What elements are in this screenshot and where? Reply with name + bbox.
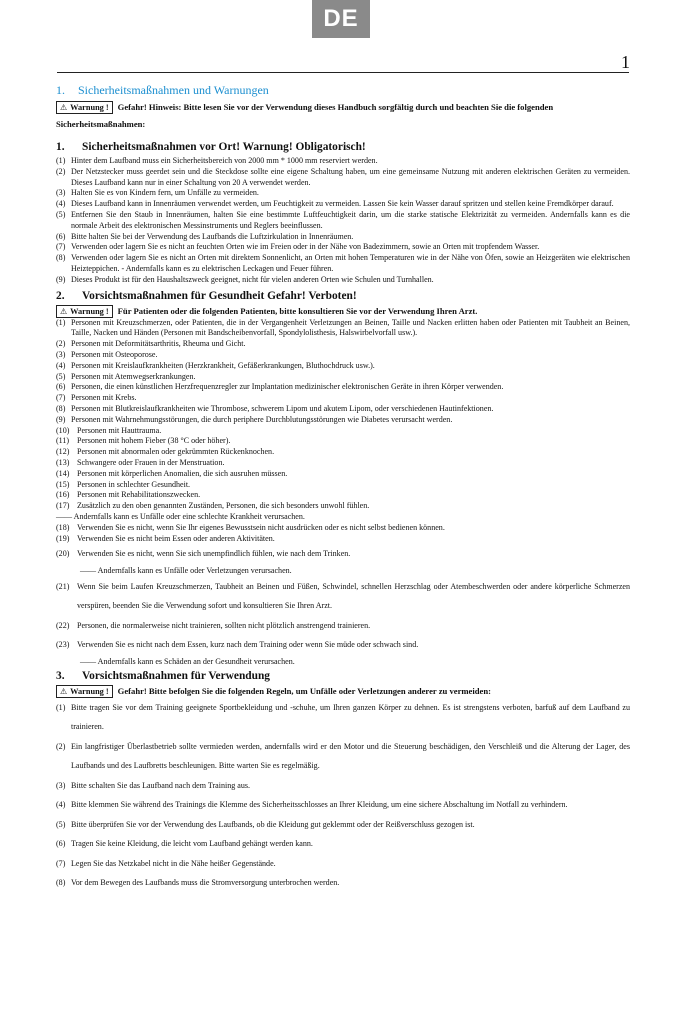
- list-item: [56, 350, 630, 361]
- item-text: Hinter dem Laufband muss ein Sicherheitsbereich von 2000 mm * 1000 mm reserviert werden.: [71, 156, 378, 165]
- item-number: (8): [56, 403, 66, 413]
- section-2-list: [56, 318, 630, 545]
- item-number: (3): [56, 349, 66, 359]
- warning-label: [56, 685, 113, 698]
- item-number: (10): [56, 425, 70, 435]
- item-text: Personen mit hohem Fieber (38 °C oder höher).: [77, 436, 231, 446]
- item-number: (9): [56, 274, 66, 284]
- section-3-warning: [56, 685, 630, 698]
- list-item: [56, 854, 630, 874]
- list-item: [56, 339, 630, 350]
- warning-label-text: Warnung !: [70, 103, 109, 112]
- list-item: [56, 167, 630, 189]
- section-title: Sicherheitsmaßnahmen vor Ort! Warnung! Obligatorisch!: [82, 141, 366, 153]
- item-text: Personen mit Krebs.: [71, 393, 137, 403]
- item-number: (23): [56, 640, 70, 650]
- list-item: [56, 616, 630, 636]
- list-item: [56, 737, 630, 776]
- item-text: Personen mit abnormalen oder gekrümmten Rückenknochen.: [77, 447, 275, 457]
- list-item: [56, 372, 630, 383]
- warning-label-text: Warnung !: [70, 686, 109, 696]
- item-number: (5): [56, 209, 66, 219]
- list-item: [56, 698, 630, 737]
- item-number: (5): [56, 371, 66, 381]
- section-3-heading: [56, 670, 630, 682]
- item-text: Bitte überprüfen Sie vor der Verwendung des Laufbands, ob die Kleidung gut geklemmt oder der Reißverschluss gezogen ist.: [71, 819, 475, 829]
- item-number: (4): [56, 800, 66, 810]
- item-text: Personen mit Osteoporose.: [71, 349, 158, 359]
- item-text: Schwangere oder Frauen in der Menstruation.: [77, 457, 225, 467]
- item-text: Halten Sie es von Kindern fern, um Unfälle zu vermeiden.: [71, 188, 259, 198]
- list-item: [56, 415, 630, 426]
- item-number: (1): [56, 702, 66, 712]
- item-number: (6): [56, 839, 66, 849]
- warning-text: Für Patienten oder die folgenden Patienten, bitte konsultieren Sie vor der Verwendung Ihren Arzt.: [117, 305, 478, 316]
- item-number: (15): [56, 479, 70, 489]
- item-number: (3): [56, 188, 66, 198]
- item-text: Bitte halten Sie bei der Verwendung des Laufbands die Luftzirkulation in Innenräumen.: [71, 231, 354, 241]
- list-item: [56, 253, 630, 275]
- item-number: (3): [56, 780, 66, 790]
- list-item: [56, 512, 630, 523]
- item-text: —— Andernfalls kann es Unfälle oder eine schlechte Krankheit verursachen.: [56, 511, 305, 521]
- warning-label: [56, 305, 113, 318]
- item-text: —— Andernfalls kann es Unfälle oder Verletzungen verursachen.: [80, 565, 292, 575]
- list-item: [56, 458, 630, 469]
- list-item: [56, 242, 630, 253]
- warning-text-continued: Sicherheitsmaßnahmen:: [56, 119, 146, 129]
- section-number: 3.: [56, 669, 65, 682]
- warning-triangle-icon: ⚠: [60, 686, 68, 696]
- item-text: Personen mit Atemwegserkrankungen.: [71, 371, 196, 381]
- item-text: Personen mit Blutkreislaufkrankheiten wie Thrombose, schwerem Lipom und akutem Lipom, oder verschiedenen Hautinfektionen.: [71, 403, 494, 413]
- section-1-heading: [56, 141, 630, 153]
- section-title: Vorsichtsmaßnahmen für Verwendung: [82, 669, 270, 682]
- item-number: (7): [56, 242, 66, 252]
- list-item: [56, 199, 630, 210]
- intro-warning: [56, 101, 630, 114]
- list-item: [56, 447, 630, 458]
- warning-label-text: Warnung !: [70, 306, 109, 316]
- list-item: [56, 232, 630, 243]
- item-text: Verwenden Sie es nicht nach dem Essen, kurz nach dem Training oder wenn Sie müde oder schwach sind.: [77, 640, 419, 650]
- item-number: (2): [56, 166, 66, 176]
- list-item: [56, 188, 630, 199]
- item-number: (4): [56, 199, 66, 209]
- warning-text: Gefahr! Hinweis: Bitte lesen Sie vor der Verwendung dieses Handbuch sorgfältig durch und beachten Sie die folgenden: [117, 102, 554, 112]
- list-item: [56, 577, 630, 616]
- chapter-title-text: Sicherheitsmaßnahmen und Warnungen: [78, 83, 269, 97]
- item-number: (7): [56, 858, 66, 868]
- list-item: [56, 436, 630, 447]
- item-text: Verwenden oder lagern Sie es nicht an Orten mit direktem Sonnenlicht, an Orten mit hohen Temperaturen wie in der Nähe von Öfen, sowie an Heizgeräten wie elektrischen Heizteppichen. - Andernfalls kann es zu elektrischen Leckagen und Feuer führen.: [71, 253, 630, 273]
- header-rule: [57, 72, 629, 73]
- item-number: (20): [56, 549, 70, 559]
- item-text: Personen mit Wahrnehmungsstörungen, die durch periphere Durchblutungsstörungen wie Diabetes verursacht werden.: [71, 414, 453, 424]
- document-body: [56, 82, 630, 893]
- item-number: (6): [56, 382, 66, 392]
- chapter-number: 1.: [56, 83, 65, 97]
- item-text: Personen mit Hauttrauma.: [77, 425, 162, 435]
- section-2-list-continued: [56, 544, 630, 668]
- list-item: [56, 795, 630, 815]
- item-number: (6): [56, 231, 66, 241]
- item-text: Personen mit körperlichen Anomalien, die sich ausruhen müssen.: [77, 468, 288, 478]
- item-text: Dieses Produkt ist für den Haushaltszweck geeignet, nicht für vielen anderen Orten wie Schulen und Turnhallen.: [71, 274, 434, 284]
- item-number: (8): [56, 253, 66, 263]
- item-number: (11): [56, 436, 70, 446]
- item-number: (12): [56, 447, 70, 457]
- item-number: (18): [56, 522, 70, 532]
- item-text: Personen mit Deformitätsarthritis, Rheuma und Gicht.: [71, 339, 246, 349]
- item-text: Personen mit Kreuzschmerzen, oder Patienten, die in der Vergangenheit Verletzungen an Beinen, Taille und Nacken erlitten haben oder Patienten mit Taubheit an Beinen, Taille, Nacken und Händen (Personen mit Bandscheibenvorfall, Spondylolisthesis, Halswirbelvorfall usw.).: [71, 317, 630, 338]
- section-number: 1.: [56, 141, 65, 153]
- item-text: Tragen Sie keine Kleidung, die leicht vom Laufband gehängt werden kann.: [71, 839, 313, 849]
- list-item: [56, 635, 630, 655]
- list-item: [56, 318, 630, 340]
- list-item: [56, 480, 630, 491]
- list-item: [56, 655, 630, 668]
- list-item: [56, 544, 630, 564]
- item-number: (7): [56, 393, 66, 403]
- item-text: Personen mit Rehabilitationszwecken.: [77, 490, 201, 500]
- list-item: [56, 834, 630, 854]
- section-title: Vorsichtsmaßnahmen für Gesundheit Gefahr! Verboten!: [82, 289, 357, 302]
- item-number: (16): [56, 490, 70, 500]
- item-text: Vor dem Bewegen des Laufbands muss die Stromversorgung unterbrochen werden.: [71, 878, 340, 888]
- list-item: [56, 210, 630, 232]
- warning-triangle-icon: ⚠: [60, 306, 68, 316]
- item-number: (22): [56, 620, 70, 630]
- warning-text: Gefahr! Bitte befolgen Sie die folgenden Regeln, um Unfälle oder Verletzungen anderer zu vermeiden:: [117, 685, 491, 696]
- list-item: [56, 490, 630, 501]
- item-text: Wenn Sie beim Laufen Kreuzschmerzen, Taubheit an Beinen und Füßen, Schwindel, schnellen Herzschlag oder Atembeschwerden oder andere körperliche Schmerzen verspüren, beenden Sie die Verwendung sofort und konsultieren Sie Ihren Arzt.: [77, 581, 630, 611]
- item-text: Zusätzlich zu den oben genannten Zuständen, Personen, die sich besonders unwohl fühlen.: [77, 501, 370, 511]
- section-2-heading: [56, 290, 630, 302]
- list-item: [56, 873, 630, 893]
- item-number: (9): [56, 414, 66, 424]
- list-item: [56, 564, 630, 577]
- item-text: Verwenden Sie es nicht, wenn Sie Ihr eigenes Bewusstsein nicht ausdrücken oder es nicht selbst bedienen können.: [77, 522, 445, 532]
- section-number: 2.: [56, 289, 65, 302]
- item-text: Bitte schalten Sie das Laufband nach dem Training aus.: [71, 780, 251, 790]
- list-item: [56, 393, 630, 404]
- item-text: Personen mit Kreislaufkrankheiten (Herzkrankheit, Gefäßerkrankungen, Bluthochdruck usw.).: [71, 360, 375, 370]
- list-item: [56, 534, 630, 545]
- list-item: [56, 275, 630, 286]
- section-1-list: [56, 156, 630, 286]
- item-number: (2): [56, 741, 66, 751]
- item-number: (1): [56, 156, 66, 165]
- list-item: [56, 382, 630, 393]
- item-number: (21): [56, 581, 70, 591]
- item-text: Personen, die normalerweise nicht trainieren, sollten nicht plötzlich anstrengend trainieren.: [77, 620, 371, 630]
- item-number: (19): [56, 533, 70, 543]
- section-3-list: [56, 698, 630, 893]
- intro-warning-continued: [56, 118, 630, 131]
- item-number: (4): [56, 360, 66, 370]
- warning-triangle-icon: ⚠: [60, 103, 68, 112]
- section-2-warning: [56, 305, 630, 318]
- item-number: (17): [56, 501, 70, 511]
- list-item: [56, 361, 630, 372]
- item-text: Entfernen Sie den Staub in Innenräumen, halten Sie eine bestimmte Luftfeuchtigkeit darin, um die starke statische Elektrizität zu vermeiden. Andernfalls kann es die normale Arbeit des elektronischen Messinstruments und Reglers beeinflussen.: [71, 209, 630, 230]
- item-text: Bitte tragen Sie vor dem Training geeignete Sportbekleidung und -schuhe, um Ihren ganzen Körper zu dehnen. Es ist strengstens verboten, barfuß auf dem Laufband zu trainieren.: [71, 702, 630, 732]
- list-item: [56, 404, 630, 415]
- item-text: Ein langfristiger Überlastbetrieb sollte vermieden werden, andernfalls wird er den Motor und die Steuerung beschädigen, den Verschleiß und die Alterung der Lager, des Laufbands und des Laufbretts beschleunigen. Bitte warten Sie es regelmäßig.: [71, 741, 630, 771]
- item-number: (8): [56, 878, 66, 888]
- item-text: Personen in schlechter Gesundheit.: [77, 479, 191, 489]
- item-text: Dieses Laufband kann in Innenräumen verwendet werden, um Feuchtigkeit zu vermeiden. Lassen Sie kein Wasser darauf spritzen und stellen keine Fremdkörper darauf.: [71, 199, 614, 209]
- item-text: Legen Sie das Netzkabel nicht in die Nähe heißer Gegenstände.: [71, 858, 276, 868]
- list-item: [56, 426, 630, 437]
- list-item: [56, 815, 630, 835]
- item-number: (1): [56, 317, 66, 327]
- item-number: (13): [56, 457, 70, 467]
- item-text: Verwenden oder lagern Sie es nicht an feuchten Orten wie im Freien oder in der Nähe von Badezimmern, sowie an Orten mit tropfendem Wasser.: [71, 242, 540, 252]
- item-number: (5): [56, 819, 66, 829]
- item-text: Bitte klemmen Sie während des Trainings die Klemme des Sicherheitsschlosses an Ihrer Kleidung, um eine sichere Abschaltung im Notfall zu verhindern.: [71, 800, 568, 810]
- item-text: Verwenden Sie es nicht, wenn Sie sich unempfindlich fühlen, wie nach dem Trinken.: [77, 549, 351, 559]
- item-text: —— Andernfalls kann es Schäden an der Gesundheit verursachen.: [80, 656, 295, 666]
- warning-label: [56, 101, 113, 114]
- list-item: [56, 469, 630, 480]
- list-item: [56, 523, 630, 534]
- language-tab: DE: [312, 0, 370, 38]
- item-number: (14): [56, 468, 70, 478]
- list-item: [56, 501, 630, 512]
- page-number: 1: [621, 52, 630, 72]
- chapter-title: [56, 83, 630, 98]
- list-item: [56, 156, 630, 167]
- item-text: Verwenden Sie es nicht beim Essen oder anderen Aktivitäten.: [77, 533, 275, 543]
- item-text: Der Netzstecker muss geerdet sein und die Steckdose sollte eine eigene Schaltung haben, um eine gemeinsame Nutzung mit anderen elektrischen Geräten zu vermeiden. Dieses Laufband kann nur in einer Schaltung von 20 A verwendet werden.: [71, 166, 630, 187]
- list-item: [56, 776, 630, 796]
- item-number: (2): [56, 339, 66, 349]
- item-text: Personen, die einen künstlichen Herzfrequenzregler zur Implantation medizinischer elektronischen Geräte in ihren Körper verwenden.: [71, 382, 504, 392]
